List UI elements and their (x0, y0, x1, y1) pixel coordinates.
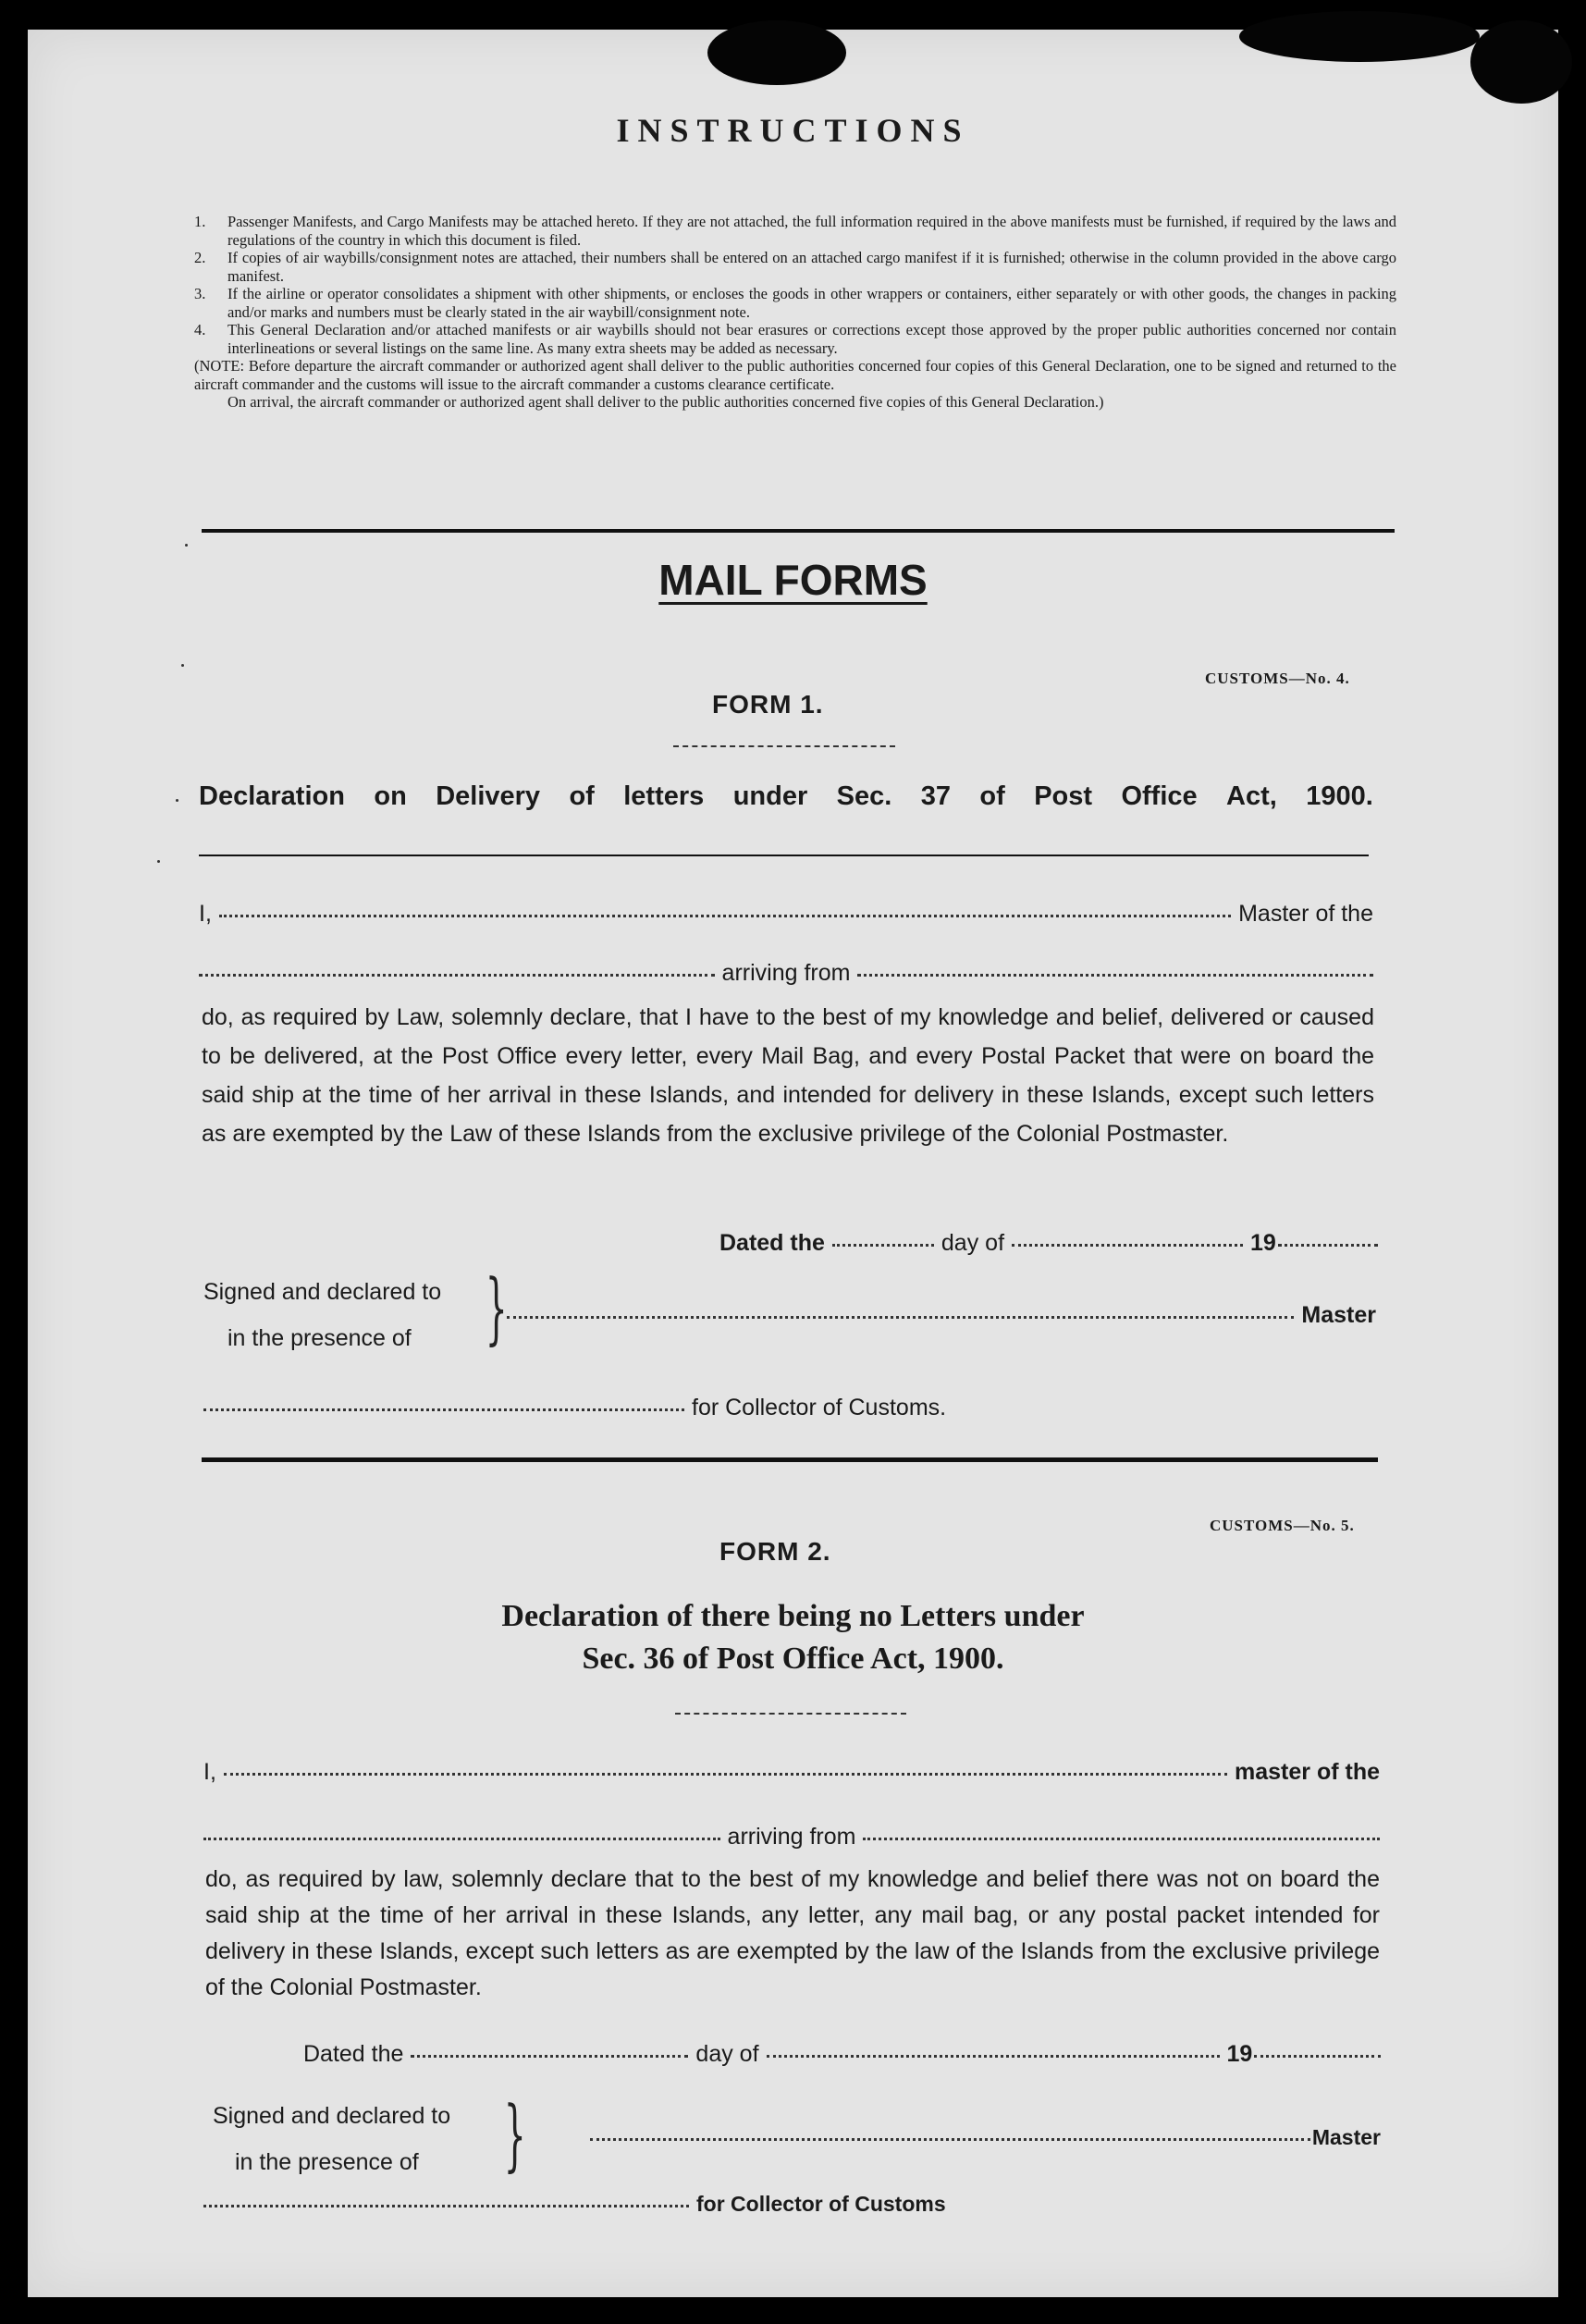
instructions-list (194, 213, 1396, 412)
form2-master-sign-row (590, 2125, 1381, 2150)
dated-the-label: Dated the (303, 2041, 404, 2067)
i-label: I, (199, 901, 212, 927)
form1-arriving-row (199, 960, 1373, 987)
title-word: Declaration (199, 781, 345, 811)
form2-dated-row (303, 2041, 1381, 2068)
paper-speck (176, 799, 178, 802)
paper-speck (181, 664, 184, 667)
title-word: Delivery (436, 781, 541, 811)
title-word: Sec. (836, 781, 892, 811)
date-day-field[interactable] (411, 2055, 688, 2058)
master-name-field[interactable] (224, 1773, 1227, 1776)
note-continuation: On arrival, the aircraft commander or authorized agent shall deliver to the public authorities concerned five copies of this General Declaration.) (227, 393, 1104, 411)
instruction-text: Passenger Manifests, and Cargo Manifests may be attached hereto. If they are not attached, the full information required in the above manifests must be furnished, if required by the laws and regulations of the country in which this document is filed. (227, 213, 1396, 249)
year-field[interactable] (1278, 1244, 1378, 1247)
form1-heading-rule (673, 745, 895, 747)
instruction-text: If copies of air waybills/consignment notes are attached, their numbers shall be entered on an attached cargo manifest if it is furnished; otherwise in the column provided in the above cargo manifest. (227, 249, 1396, 285)
day-of-label: day of (695, 2041, 759, 2067)
instruction-number: 1. (194, 213, 206, 230)
signed-line1: Signed and declared to (213, 2103, 451, 2129)
date-month-field[interactable] (1012, 1244, 1243, 1247)
arriving-from-label: arriving from (721, 960, 851, 986)
form2-declaration-body: do, as required by law, solemnly declare that to the best of my knowledge and belief there was not on board the said ship at the time of her arrival in these Islands, any letter, any mail bag, or any postal packet intended for delivery in these Islands, except such letters as are exempted by the law of the Islands from the exclusive privilege of the Colonial Postmaster. (205, 1866, 1380, 2000)
origin-field[interactable] (863, 1838, 1380, 1840)
burn-mark-corner (1470, 20, 1572, 104)
collector-label: for Collector of Customs. (692, 1395, 947, 1420)
note-text: (NOTE: Before departure the aircraft commander or authorized agent shall deliver to the public authorities concerned four copies of this General Declaration, one to be signed and returned to the aircraft commander and the customs will issue to the aircraft commander a customs clearance certificate. (194, 357, 1396, 393)
i-label: I, (203, 1759, 216, 1785)
title-word: 1900. (1306, 781, 1373, 811)
instruction-number: 3. (194, 285, 206, 302)
form2-title-line1: Declaration of there being no Letters under (501, 1599, 1085, 1633)
divider-rule (202, 529, 1395, 533)
form2-heading: FORM 2. (719, 1537, 831, 1566)
form1-master-sign-row (507, 1302, 1376, 1329)
title-word: of (979, 781, 1005, 811)
master-name-field[interactable] (219, 915, 1231, 917)
year-label: 19 (1226, 2041, 1253, 2067)
form1-collector-row (203, 1395, 1008, 1421)
date-month-field[interactable] (767, 2055, 1220, 2058)
form2-heading-rule (675, 1713, 906, 1715)
master-of-label: Master of the (1238, 901, 1373, 927)
form2-customs-number: CUSTOMS—No. 5. (1210, 1517, 1355, 1534)
title-word: on (374, 781, 407, 811)
section-divider (202, 1457, 1378, 1462)
form2-arriving-row (203, 1824, 1380, 1851)
master-of-label: master of the (1235, 1759, 1380, 1785)
master-label: Master (1311, 2125, 1381, 2149)
collector-signature-field[interactable] (203, 1408, 684, 1411)
title-word: Act, (1226, 781, 1277, 811)
signed-line2: in the presence of (227, 1325, 412, 1351)
title-word: Post (1034, 781, 1093, 811)
form1-signed-label (203, 1269, 441, 1361)
year-field[interactable] (1254, 2055, 1381, 2058)
title-word: of (569, 781, 595, 811)
ship-name-field[interactable] (199, 974, 715, 977)
instruction-item (194, 285, 1396, 321)
form1-title-underline (199, 855, 1369, 856)
instruction-item (194, 249, 1396, 285)
form1-brace: } (485, 1262, 508, 1353)
signed-line1: Signed and declared to (203, 1279, 442, 1305)
form1-declaration-body: do, as required by Law, solemnly declare, that I have to the best of my knowledge and belief, delivered or caused to be delivered, at the Post Office every letter, every Mail Bag, and every Postal Packet that were on board the said ship at the time of her arrival in these Islands, and intended for delivery in these Islands, except such letters as are exempted by the Law of these Islands from the exclusive privilege of the Colonial Postmaster. (202, 1004, 1374, 1147)
master-signature-field[interactable] (507, 1316, 1294, 1319)
title-word: Office (1121, 781, 1198, 811)
burn-mark-top (707, 20, 846, 85)
instruction-text: This General Declaration and/or attached manifests or air waybills should not bear erasures or corrections except those approved by the proper public authorities concerned nor contain interlineations or several listings on the same line. As many extra sheets may be added as necessary. (227, 321, 1396, 357)
form1-declaration-title (199, 781, 1373, 812)
form2-title-line2: Sec. 36 of Post Office Act, 1900. (582, 1642, 1004, 1676)
instruction-text: If the airline or operator consolidates a shipment with other shipments, or encloses the goods in other wrappers or containers, either separately or with other goods, the changes in packing and/or marks and numbers must be clearly stated in the air waybill/consignment note. (227, 285, 1396, 321)
form1-customs-number: CUSTOMS—No. 4. (1205, 670, 1350, 687)
instruction-note (194, 357, 1396, 412)
paper-speck (185, 544, 188, 547)
form1-dated-row (719, 1230, 1378, 1257)
title-word: under (732, 781, 808, 811)
master-signature-field[interactable] (590, 2138, 1310, 2141)
dated-the-label: Dated the (719, 1230, 825, 1256)
origin-field[interactable] (857, 974, 1373, 977)
day-of-label: day of (941, 1230, 1005, 1256)
instruction-item (194, 213, 1396, 249)
instruction-item (194, 321, 1396, 357)
form1-heading: FORM 1. (712, 690, 824, 719)
form2-collector-row (203, 2192, 990, 2217)
mail-forms-title: MAIL FORMS (658, 556, 928, 604)
collector-signature-field[interactable] (203, 2205, 689, 2207)
form1-master-row (199, 901, 1373, 928)
form2-master-row (203, 1759, 1380, 1786)
burn-mark-top-right (1239, 11, 1480, 62)
year-label: 19 (1250, 1230, 1276, 1256)
instruction-number: 4. (194, 321, 206, 338)
form2-signed-label (213, 2093, 450, 2185)
date-day-field[interactable] (832, 1244, 934, 1247)
signed-line2: in the presence of (235, 2149, 419, 2175)
instructions-title: INSTRUCTIONS (616, 112, 970, 149)
paper-speck (157, 860, 160, 863)
collector-label: for Collector of Customs (696, 2192, 946, 2216)
title-word: letters (623, 781, 705, 811)
title-word: 37 (920, 781, 952, 811)
instruction-number: 2. (194, 249, 206, 266)
arriving-from-label: arriving from (727, 1824, 856, 1850)
master-label: Master (1301, 1302, 1376, 1328)
form2-brace: } (503, 2089, 526, 2180)
ship-name-field[interactable] (203, 1838, 720, 1840)
